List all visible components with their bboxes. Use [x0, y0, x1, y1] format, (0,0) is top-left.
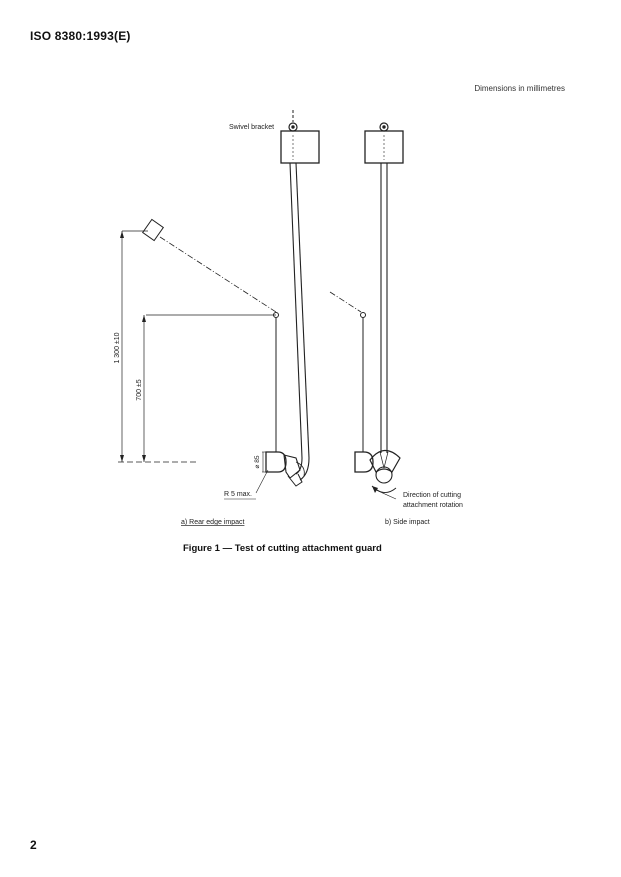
dim-phi85: ⌀ 85: [254, 455, 261, 469]
label-swivel-bracket: Swivel bracket: [229, 124, 275, 131]
label-radius: R 5 max.: [224, 491, 253, 498]
subcaption-b: b) Side impact: [385, 519, 430, 526]
figure-caption: Figure 1 — Test of cutting attachment guard: [183, 543, 382, 554]
dim-700: 700 ±5: [136, 379, 143, 401]
rear-edge-impact-drawing: [114, 110, 319, 526]
bracket-block-a: [281, 131, 319, 163]
page-number: 2: [30, 838, 37, 852]
subcaption-a: a) Rear edge impact: [181, 519, 245, 526]
units-note: Dimensions in millimetres: [474, 84, 565, 93]
side-impact-drawing: [330, 123, 463, 526]
guard-b: [370, 450, 400, 472]
impactor-a: [266, 452, 286, 472]
impactor-b: [355, 452, 373, 472]
label-direction-line1: Direction of cutting: [403, 492, 461, 499]
shaft-a-right: [296, 163, 309, 458]
shaft-a-left: [290, 163, 302, 458]
label-direction-line2: attachment rotation: [403, 502, 463, 509]
dim-1300: 1 300 ±10: [114, 332, 121, 364]
document-id: ISO 8380:1993(E): [30, 29, 131, 43]
